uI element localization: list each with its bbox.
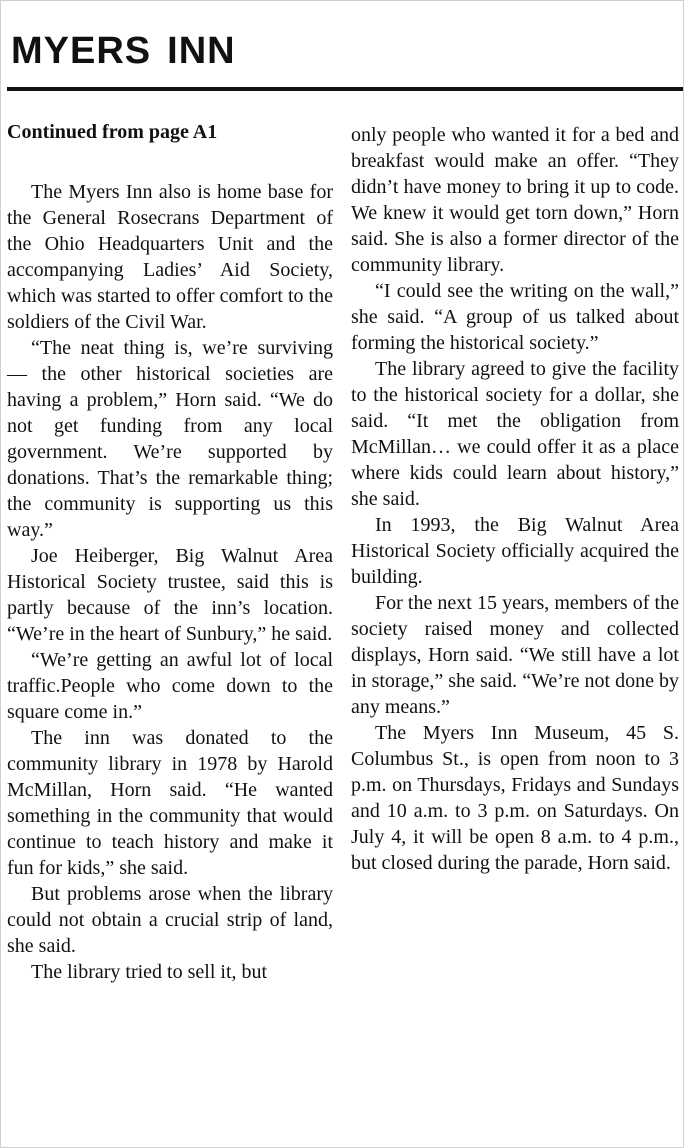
paragraph-right-4: In 1993, the Big Walnut Area Historical Society officially acquired the building.: [351, 514, 679, 588]
paragraph-right-2: “I could see the writing on the wall,” she said. “A group of us talked about forming the historical society.”: [351, 280, 679, 354]
right-column: [351, 122, 679, 876]
paragraph-right-6: The Myers Inn Museum, 45 S. Columbus St., is open from noon to 3 p.m. on Thursdays, Fridays and Sundays and 10 a.m. to 3 p.m. on Saturdays. On July 4, it will be open 8 a.m. to 4 p.m., but closed during the parade, Horn said.: [351, 722, 679, 874]
paragraph-left-1: The Myers Inn also is home base for the General Rosecrans Department of the Ohio Headquarters Unit and the accompanying Ladies’ Aid Society, which was started to offer comfort to the soldiers of the Civil War.: [7, 181, 333, 333]
headline-rule: [7, 87, 683, 91]
left-column: [7, 119, 333, 985]
paragraph-left-4: “We’re getting an awful lot of local traffic.People who come down to the square come in.”: [7, 649, 333, 723]
paragraph-right-5: For the next 15 years, members of the society raised money and collected displays, Horn said. “We still have a lot in storage,” she said. “We’re not done by any means.”: [351, 592, 679, 718]
continued-from-label: Continued from page A1: [7, 121, 218, 143]
paragraph-right-1: only people who wanted it for a bed and breakfast would make an offer. “They didn’t have money to bring it up to code. We knew it would get torn down,” Horn said. She is also a former director of the community library.: [351, 124, 679, 276]
paragraph-left-3: Joe Heiberger, Big Walnut Area Historical Society trustee, said this is partly because of the inn’s location. “We’re in the heart of Sunbury,” he said.: [7, 545, 333, 645]
article-headline: myers inn: [11, 15, 236, 75]
paragraph-right-3: The library agreed to give the facility to the historical society for a dollar, she said. “It met the obligation from McMillan… we could offer it as a place where kids could learn about history,” she said.: [351, 358, 679, 510]
paragraph-left-6: But problems arose when the library could not obtain a crucial strip of land, she said.: [7, 883, 333, 957]
paragraph-left-2: “The neat thing is, we’re surviving — the other historical societies are having a problem,” Horn said. “We do not get funding from any local government. We’re supported by donations. That’s the remarkable thing; the community is supporting us this way.”: [7, 337, 333, 541]
paragraph-left-5: The inn was donated to the community library in 1978 by Harold McMillan, Horn said. “He wanted something in the community that would continue to teach history and make it fun for kids,” she said.: [7, 727, 333, 879]
paragraph-left-7: The library tried to sell it, but: [31, 961, 268, 983]
masthead: [7, 5, 679, 85]
